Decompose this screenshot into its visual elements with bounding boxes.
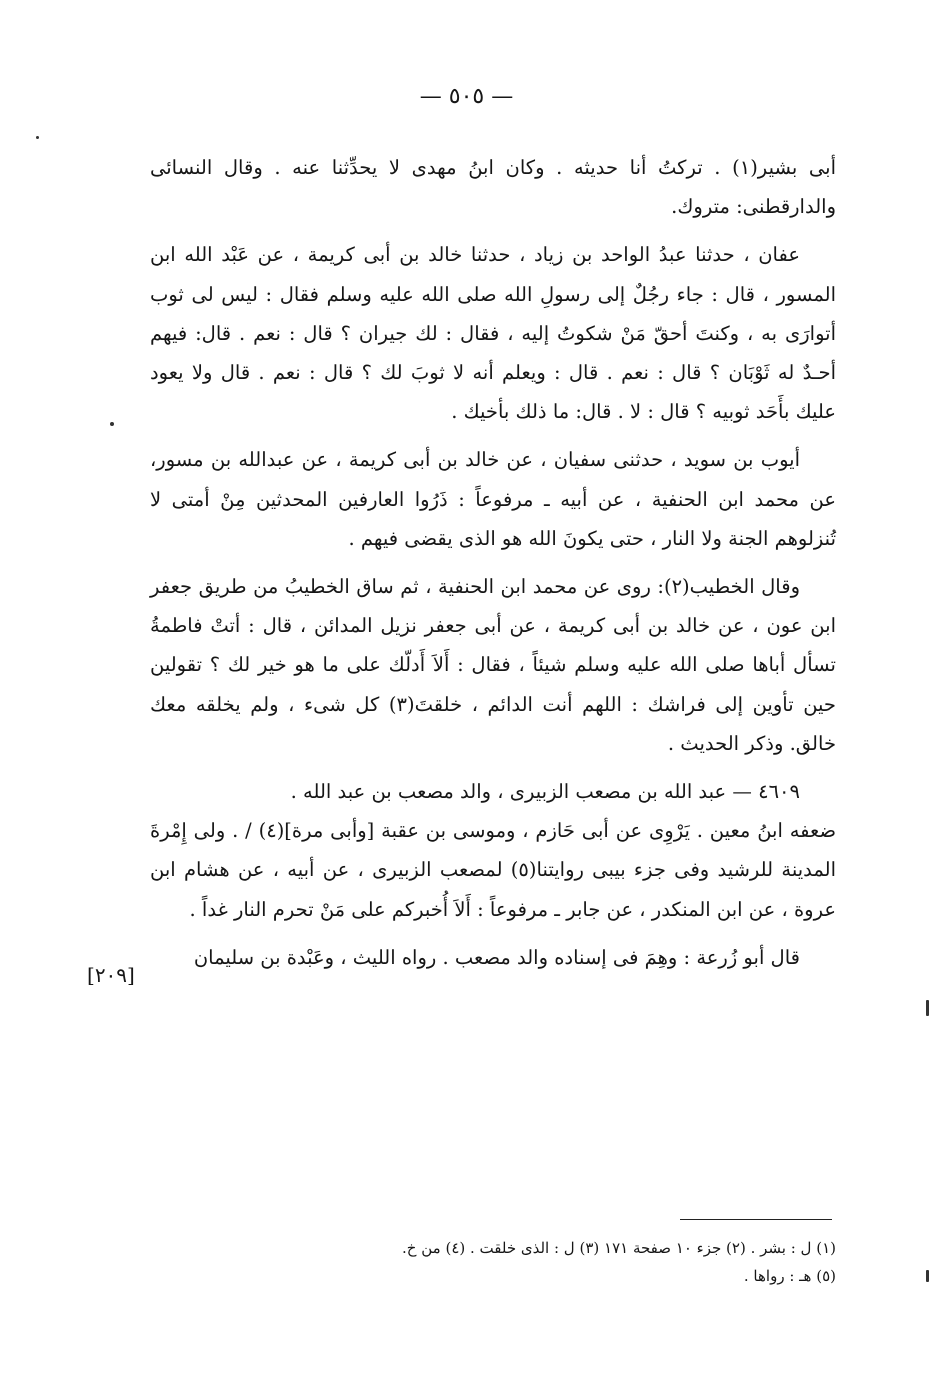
footnote-line: (٥) هـ : رواها . [743,1267,836,1285]
scan-speck [36,136,39,139]
paragraph: أيوب بن سويد ، حدثنى سفيان ، عن خالد بن أبى كريمة ، عن عبدالله بن مسور، عن محمد ابن الحنفية ، عن أبيه ـ مرفوعاً : ذَرُوا العارفين المحدثين مِنْ أمتى لا تُنزلوهم الجنة ولا النار ، حتى يكونَ الله هو الذى يقضى فيهم . [150,448,836,550]
scan-speck [926,1000,929,1016]
paragraph: عفان ، حدثنا عبدُ الواحد بن زياد ، حدثنا خالد بن أبى كريمة ، عن عَبْد الله ابن المسور ، قال : جاء رجُلٌ إلى رسولِ الله صلى الله عليه وسلم فقال : ليس لى ثوب أتوارَى به ، وكنتَ أحقّ مَنْ شكوتُ إليه ، فقال : لك جيران ؟ قال : نعم . قال: فيهم أحـدٌ له ثَوْبَان ؟ قال : نعم . قال : ويعلم أنه لا ثوبَ لك ؟ قال : نعم . قال ولا يعود عليك بأَحَد ثوبيه ؟ قال : لا . قال: ما ذلك بأخيك . [150,243,836,424]
footnote-line: (١) ل : بشر . (٢) جزء ١٠ صفحة ١٧١ (٣) ل : الذى خلقت . (٤) من خ. [402,1239,836,1257]
footnotes [150,1234,836,1290]
main-text [150,148,836,986]
paragraph: قال أبو زُرعة : وهِمَ فى إسناده والد مصعب . رواه الليث ، وعَبْدة بن سليمان [193,945,800,969]
paragraph: ضعفه ابنُ معين . يَرْوِى عن أبى حَازم ، وموسى بن عقبة [وأبى مرة](٤) / . ولى إِمْرةَ المدينة للرشيد وفى جزء بيبى روايتنا(٥) لمصعب الزبيرى ، عن أبيه ، عن هشام ابن عروة ، عن ابن المنكدر ، عن جابر ـ مرفوعاً : أَلاَ أُخبركم على مَنْ تحرم النار غداً . [150,819,837,921]
page-number: — ٥٠٥ — [419,84,514,109]
entry-heading: ٤٦٠٩ — عبد الله بن مصعب الزبيرى ، والد مصعب بن عبد الله . [290,780,800,804]
footnote-divider [680,1219,832,1220]
paragraph: وقال الخطيب(٢): روى عن محمد ابن الحنفية ، ثم ساق الخطيبُ من طريق جعفر ابن عون ، عن خالد بن أبى كريمة ، عن أبى جعفر نزيل المدائن ، قال : أتتْ فاطمةُ تسأل أباها صلى الله عليه وسلم شيئاً ، فقال : أَلاَ أَدلّك على ما هو خير لك ؟ تقولين حين تأوين إلى فراشك : اللهم أنت الدائم ، خلقتَ(٣) كل شىء ، ولم يخلقه معك خالق. وذكر الحديث . [150,575,836,755]
paragraph: أبى بشير(١) . تركتُ أنا حديثه . وكان ابنُ مهدى لا يحدِّثنا عنه . وقال النسائى والدارقطنى: متروك. [150,156,837,219]
scan-speck [110,422,114,426]
margin-page-marker: [٢٠٩] [87,963,135,987]
scan-speck [926,1270,929,1282]
